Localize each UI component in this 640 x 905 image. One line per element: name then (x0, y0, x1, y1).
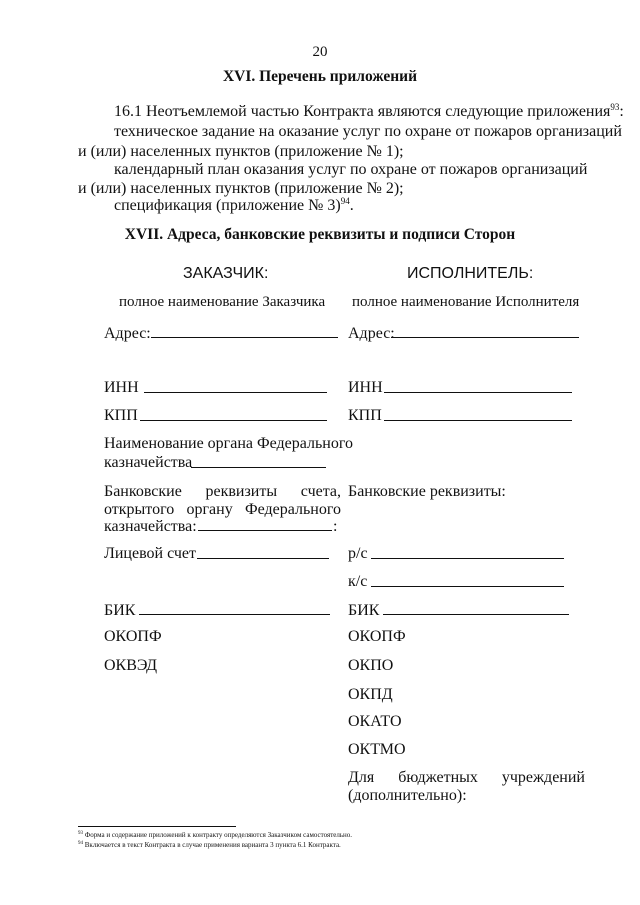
customer-account-label: Лицевой счет (104, 545, 197, 562)
contractor-title: ИСПОЛНИТЕЛЬ: (407, 265, 534, 282)
contractor-okpd-label: ОКПД (348, 686, 393, 703)
footnote-separator (78, 826, 236, 827)
contractor-address-label: Адрес: (348, 325, 395, 342)
section-16-title: XVI. Перечень приложений (222, 68, 418, 85)
section-16-line-5: и (или) населенных пунктов (приложение № 2); (78, 180, 404, 197)
customer-kpp-label: КПП (104, 407, 138, 424)
customer-inn-label: ИНН (104, 379, 139, 396)
customer-bank-label-line2: открытого органу Федерального (104, 501, 341, 518)
page-number: 20 (312, 44, 328, 60)
customer-address-label: Адрес: (104, 325, 151, 342)
contractor-ks-label: к/с (348, 573, 368, 590)
contractor-rs-label: р/с (348, 545, 368, 562)
contractor-bik-field[interactable] (383, 614, 569, 615)
contractor-bik-label: БИК (348, 602, 380, 619)
section-17-title: XVII. Адреса, банковские реквизиты и подписи Сторон (124, 226, 516, 243)
customer-kpp-field[interactable] (140, 420, 327, 421)
footnote-93: $^{93}$ Форма и содержание приложений к контракту определяются Заказчиком самостоятельно. (78, 831, 353, 839)
section-16-line-1: 16.1 Неотъемлемой частью Контракта являются следующие приложения$^{93}$: (114, 102, 624, 120)
section-16-line-2: техническое задание на оказание услуг по охране от пожаров организаций (114, 123, 622, 140)
contractor-bank-label: Банковские реквизиты: (348, 483, 506, 500)
customer-treasury-field[interactable] (191, 467, 326, 468)
contractor-address-field[interactable] (391, 337, 579, 338)
contractor-inn-label: ИНН (348, 379, 383, 396)
customer-okopf-label: ОКОПФ (104, 628, 162, 645)
customer-bik-field[interactable] (139, 614, 330, 615)
customer-account-field[interactable] (197, 558, 329, 559)
contractor-okopf-label: ОКОПФ (348, 628, 406, 645)
footnote-ref-93: 93 (610, 102, 620, 112)
footnote-ref-94: 94 (340, 196, 350, 206)
customer-bank-colon: : (333, 518, 338, 535)
contractor-full-name-label: полное наименование Исполнителя (352, 294, 580, 310)
footnote-94: $^{94}$ Включается в текст Контракта в случае применения варианта 3 пункта 6.1 Контракта. (78, 841, 341, 849)
customer-address-field[interactable] (151, 337, 338, 338)
customer-bank-label-line1: Банковские реквизиты счета, (104, 483, 341, 500)
contractor-ks-field[interactable] (371, 586, 564, 587)
section-16-line-4: календарный план оказания услуг по охране от пожаров организаций (114, 161, 588, 178)
customer-okved-label: ОКВЭД (104, 657, 158, 674)
customer-full-name-label: полное наименование Заказчика (119, 294, 326, 310)
contractor-budget-label-line2: (дополнительно): (348, 787, 467, 804)
contractor-okpo-label: ОКПО (348, 657, 394, 674)
contractor-kpp-label: КПП (348, 407, 382, 424)
customer-bank-field[interactable] (198, 530, 332, 531)
customer-bank-label-line3: казначейства: (104, 518, 197, 535)
section-16-line-6: спецификация (приложение № 3)$^{94}$. (114, 196, 354, 214)
contractor-okato-label: ОКАТО (348, 713, 402, 730)
customer-bik-label: БИК (104, 602, 136, 619)
contractor-rs-field[interactable] (371, 558, 564, 559)
contractor-kpp-field[interactable] (384, 420, 572, 421)
contractor-budget-label-line1: Для бюджетных учреждений (348, 769, 585, 786)
contractor-oktmo-label: ОКТМО (348, 741, 406, 758)
customer-treasury-label-line2: казначейства (104, 454, 193, 471)
customer-treasury-label-line1: Наименование органа Федерального (104, 435, 354, 452)
section-16-line-3: и (или) населенных пунктов (приложение № 1); (78, 143, 404, 160)
contractor-inn-field[interactable] (384, 392, 572, 393)
customer-inn-field[interactable] (144, 392, 327, 393)
customer-title: ЗАКАЗЧИК: (183, 265, 269, 282)
